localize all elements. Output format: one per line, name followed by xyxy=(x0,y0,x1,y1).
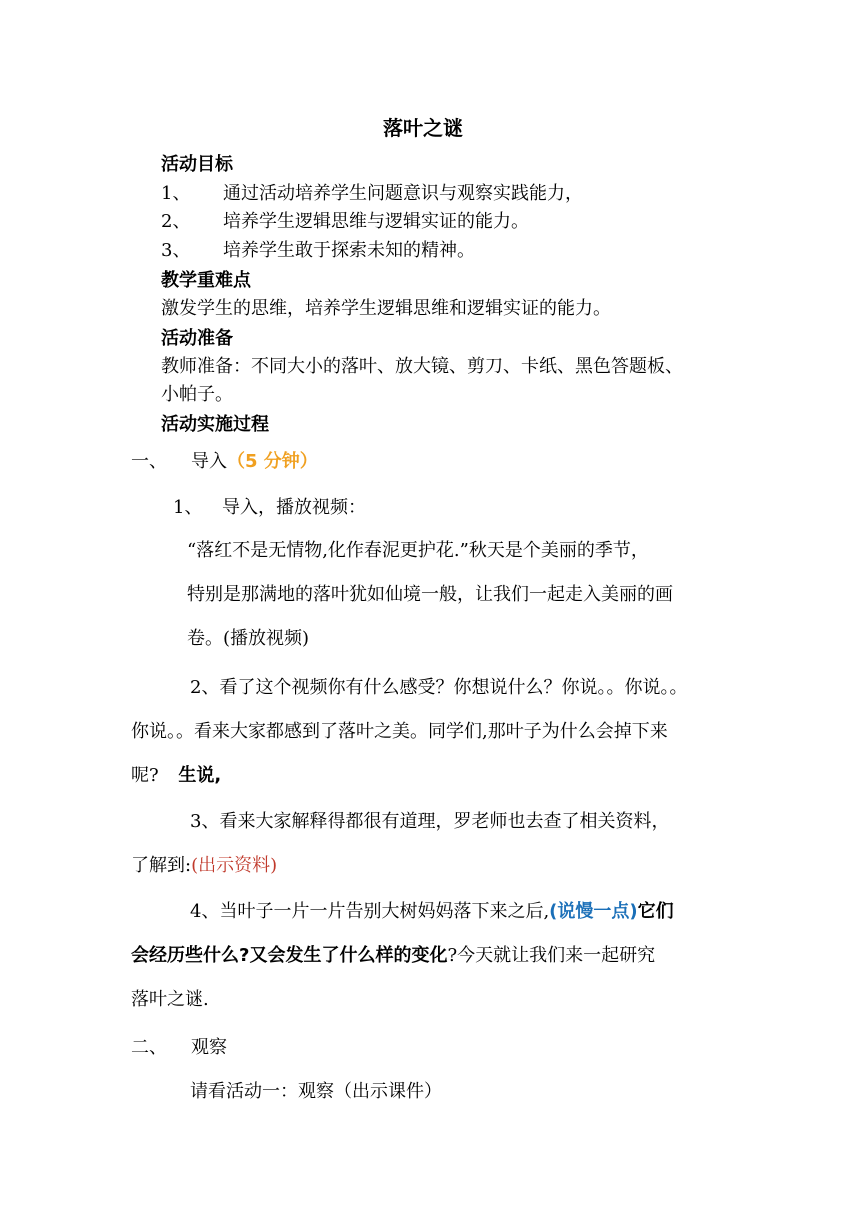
step-2-question-end: 呢? xyxy=(131,765,159,786)
step-1-number: 1、 xyxy=(173,497,203,518)
page-title: 落叶之谜 xyxy=(383,116,463,140)
step-2-line-2: 你说。。看来大家都感到了落叶之美。同学们,那叶子为什么会掉下来 xyxy=(131,721,668,742)
prep-line-2: 小帕子。 xyxy=(161,384,233,405)
step-3-line-2 xyxy=(131,855,277,877)
step-4-line-1-text: 4、当叶子一片一片告别大树妈妈落下来之后, xyxy=(190,901,550,922)
step-1-text: 导入，播放视频： xyxy=(222,497,366,518)
goal-item-3-text: 培养学生敢于探索未知的精神。 xyxy=(223,240,475,261)
section-1-heading xyxy=(131,451,318,473)
prep-line-1: 教师准备：不同大小的落叶、放大镜、剪刀、卡纸、黑色答题板、 xyxy=(161,356,683,377)
section-1-number: 一、 xyxy=(131,451,167,472)
prep-heading: 活动准备 xyxy=(161,328,233,349)
step-4-line-2 xyxy=(131,945,655,967)
section-2-label: 观察 xyxy=(191,1037,227,1058)
process-heading: 活动实施过程 xyxy=(161,414,269,435)
goal-item-2-number: 2、 xyxy=(161,211,191,232)
quote-line-3: 卷。(播放视频) xyxy=(187,628,310,649)
step-4-line-1 xyxy=(190,901,674,923)
goal-item-3 xyxy=(161,240,475,262)
step-2-line-1: 2、看了这个视频你有什么感受？你想说什么？你说。。你说。。 xyxy=(190,677,688,698)
goal-item-1-text: 通过活动培养学生问题意识与观察实践能力， xyxy=(223,183,583,204)
quote-line-2: 特别是那满地的落叶犹如仙境一般，让我们一起走入美丽的画 xyxy=(187,584,673,605)
step-4-they: 它们 xyxy=(637,901,674,922)
step-1 xyxy=(173,497,366,519)
step-4-line-3: 落叶之谜. xyxy=(131,989,209,1010)
section-2-number: 二、 xyxy=(131,1037,167,1058)
section-2-text: 请看活动一：观察（出示课件） xyxy=(190,1081,442,1102)
step-3-learned: 了解到: xyxy=(131,855,192,876)
goals-heading: 活动目标 xyxy=(161,154,233,175)
step-3-show-material: (出示资料) xyxy=(191,855,278,876)
goal-item-1 xyxy=(161,183,583,205)
goal-item-3-number: 3、 xyxy=(161,240,191,261)
step-2-student-speaks: 生说, xyxy=(178,765,222,786)
step-4-line-2-rest: ?今天就让我们来一起研究 xyxy=(447,945,656,966)
section-2-heading xyxy=(131,1037,227,1059)
step-4-slow-note: (说慢一点) xyxy=(549,901,638,922)
section-1-time: （5 分钟） xyxy=(227,451,318,472)
key-points-heading: 教学重难点 xyxy=(161,270,251,291)
step-3-line-1: 3、看来大家解释得都很有道理，罗老师也去查了相关资料， xyxy=(190,811,670,832)
goal-item-2 xyxy=(161,211,529,233)
step-2-line-3 xyxy=(131,765,221,787)
section-1-label: 导入 xyxy=(191,451,227,472)
quote-line-1: “落红不是无情物,化作春泥更护花.”秋天是个美丽的季节， xyxy=(187,540,649,561)
goal-item-2-text: 培养学生逻辑思维与逻辑实证的能力。 xyxy=(223,211,529,232)
key-points-text: 激发学生的思维，培养学生逻辑思维和逻辑实证的能力。 xyxy=(161,298,611,319)
goal-item-1-number: 1、 xyxy=(161,183,191,204)
step-4-question: 会经历些什么?又会发生了什么样的变化 xyxy=(131,945,448,966)
